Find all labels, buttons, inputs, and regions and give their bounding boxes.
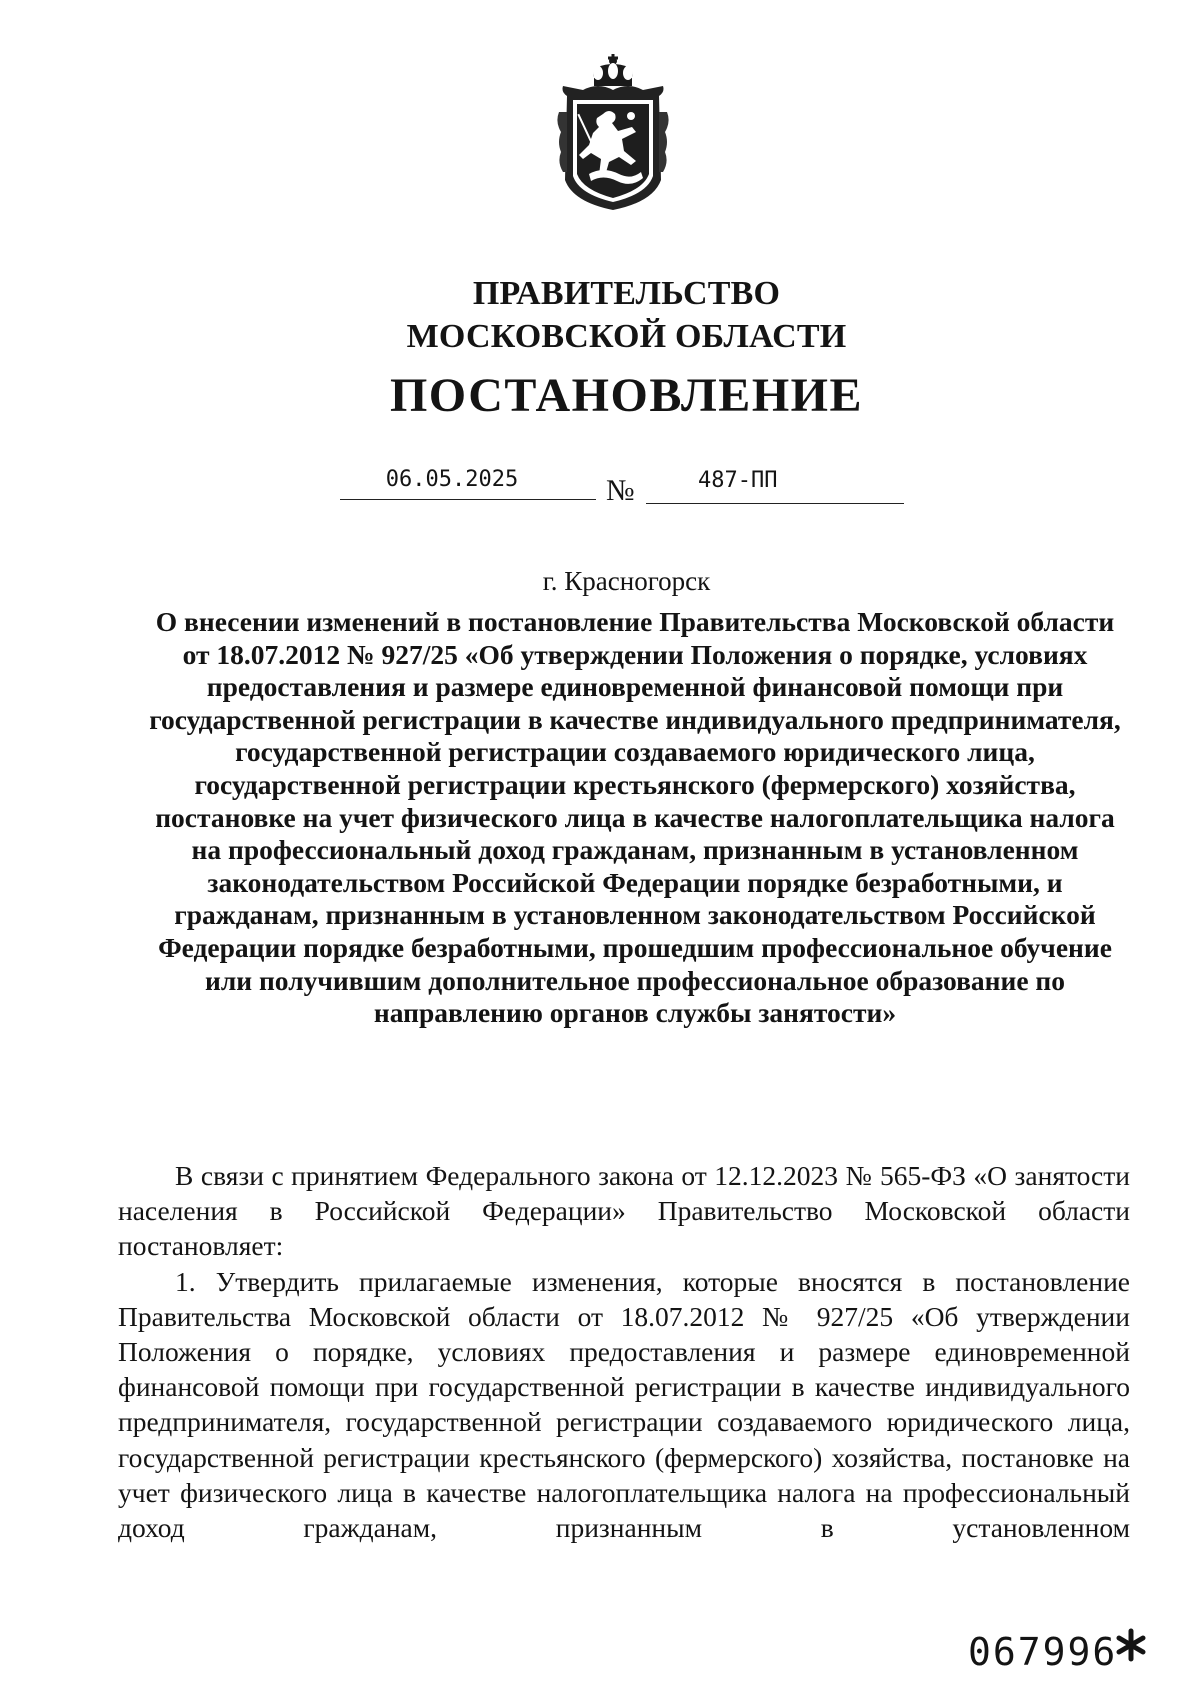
body-paragraph-1: В связи с принятием Федерального закона от 12.12.2023 № 565-ФЗ «О занятости населения в Российской Федерации» Правительство Московской области постановляет: [118, 1160, 1130, 1262]
organization-name [0, 272, 1200, 358]
asterisk-icon [1114, 1628, 1148, 1662]
city-of-issue: г. Красногорск [542, 566, 711, 596]
document-title: О внесении изменений в постановление Правительства Московской области от 18.07.2012 № 927/25 «Об утверждении Положения о порядке, условиях предоставления и размере единовременной финансовой помощи при государственной регистрации в качестве индивидуального предпринимателя, государственной регистрации создаваемого юридического лица, государственной регистрации крестьянского (фермерского) хозяйства, постановке на учет физического лица в качестве налогоплательщика налога на профессиональный доход гражданам, признанным в установленном законодательством Российской Федерации порядке безработными, и гражданам, признанным в установленном законодательством Российской Федерации порядке безработными, прошедшим профессиональное обучение или получившим дополнительное профессиональное образование по направлению органов службы занятости» [149, 606, 1121, 1029]
moscow-oblast-coat-of-arms-icon [553, 52, 673, 214]
organization-line-2: МОСКОВСКОЙ ОБЛАСТИ [406, 318, 847, 355]
document-number-value: 487-ПП [698, 468, 778, 493]
body-paragraph-2: 1. Утвердить прилагаемые изменения, которые вносятся в постановление Правительства Московской области от 18.07.2012 № 927/25 «Об утверждении Положения о порядке, условиях предоставления и размере единовременной финансовой помощи при государственной регистрации в качестве индивидуального предпринимателя, государственной регистрации создаваемого юридического лица, государственной регистрации крестьянского (фермерского) хозяйства, постановке на учет физического лица в качестве налогоплательщика налога на профессиональный доход гражданам, признанным в установленном [118, 1265, 1130, 1544]
organization-line-1: ПРАВИТЕЛЬСТВО [472, 275, 781, 312]
number-sign: № [606, 474, 635, 507]
document-body [118, 1158, 1130, 1545]
serial-number: 067996 [968, 1630, 1118, 1674]
document-type: ПОСТАНОВЛЕНИЕ [389, 369, 864, 422]
document-date-value: 06.05.2025 [385, 467, 519, 492]
document-date [340, 461, 596, 500]
document-number [646, 461, 904, 504]
